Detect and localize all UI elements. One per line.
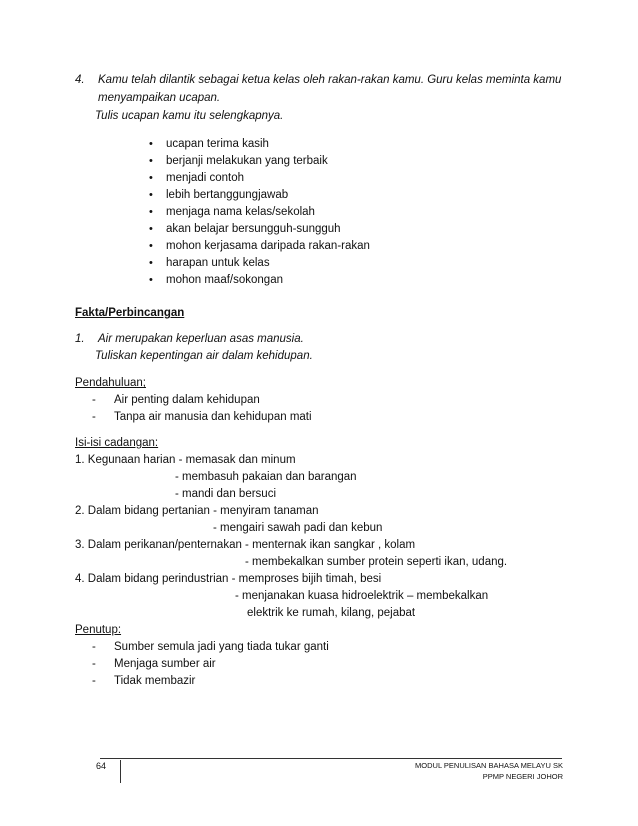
isi-line: - mandi dan bersuci	[175, 488, 276, 500]
dash-marker: -	[92, 675, 96, 687]
q4-line-1: Kamu telah dilantik sebagai ketua kelas oleh rakan-rakan kamu. Guru kelas meminta kamu	[98, 74, 562, 86]
q4-line-3: Tulis ucapan kamu itu selengkapnya.	[95, 110, 284, 122]
section-title: Fakta/Perbincangan	[75, 307, 185, 319]
footer-divider	[120, 760, 121, 783]
q4-line-2: menyampaikan ucapan.	[98, 92, 221, 104]
q1-line-1: Air merupakan keperluan asas manusia.	[98, 333, 304, 345]
footer-line-1: MODUL PENULISAN BAHASA MELAYU SK	[415, 761, 563, 770]
list-item: • berjanji melakukan yang terbaik	[166, 154, 328, 168]
isi-line: 1. Kegunaan harian - memasak dan minum	[75, 454, 296, 466]
dash-marker: -	[92, 394, 96, 406]
penutup-heading: Penutup:	[75, 624, 122, 636]
list-item: • lebih bertanggungjawab	[166, 188, 288, 202]
isi-line: - mengairi sawah padi dan kebun	[213, 522, 383, 534]
isi-line: 3. Dalam perikanan/penternakan - menternak ikan sangkar , kolam	[75, 539, 416, 551]
dash-marker: -	[92, 641, 96, 653]
dash-marker: -	[92, 658, 96, 670]
isi-heading: Isi-isi cadangan:	[75, 437, 159, 449]
list-item: • ucapan terima kasih	[166, 137, 269, 151]
list-item: • mohon maaf/sokongan	[166, 273, 283, 287]
page-number: 64	[96, 761, 107, 771]
isi-line: elektrik ke rumah, kilang, pejabat	[247, 607, 416, 619]
isi-line: 2. Dalam bidang pertanian - menyiram tanaman	[75, 505, 319, 517]
list-item: • akan belajar bersungguh-sungguh	[166, 222, 341, 236]
q4-number: 4.	[75, 74, 85, 86]
isi-line: - membekalkan sumber protein seperti ikan, udang.	[245, 556, 508, 568]
list-item: • menjadi contoh	[166, 171, 244, 185]
pendahuluan-heading: Pendahuluan;	[75, 377, 146, 389]
list-item: • menjaga nama kelas/sekolah	[166, 205, 315, 219]
q1-line-2: Tuliskan kepentingan air dalam kehidupan.	[95, 350, 313, 362]
isi-line: - menjanakan kuasa hidroelektrik – membekalkan	[235, 590, 489, 602]
isi-line: 4. Dalam bidang perindustrian - memproses bijih timah, besi	[75, 573, 382, 585]
list-item: • harapan untuk kelas	[166, 256, 270, 270]
dash-marker: -	[92, 411, 96, 423]
q1-number: 1.	[75, 333, 85, 345]
list-item: • mohon kerjasama daripada rakan-rakan	[166, 239, 370, 253]
isi-line: - membasuh pakaian dan barangan	[175, 471, 357, 483]
footer-rule	[100, 758, 562, 759]
footer-line-2: PPMP NEGERI JOHOR	[482, 772, 563, 781]
